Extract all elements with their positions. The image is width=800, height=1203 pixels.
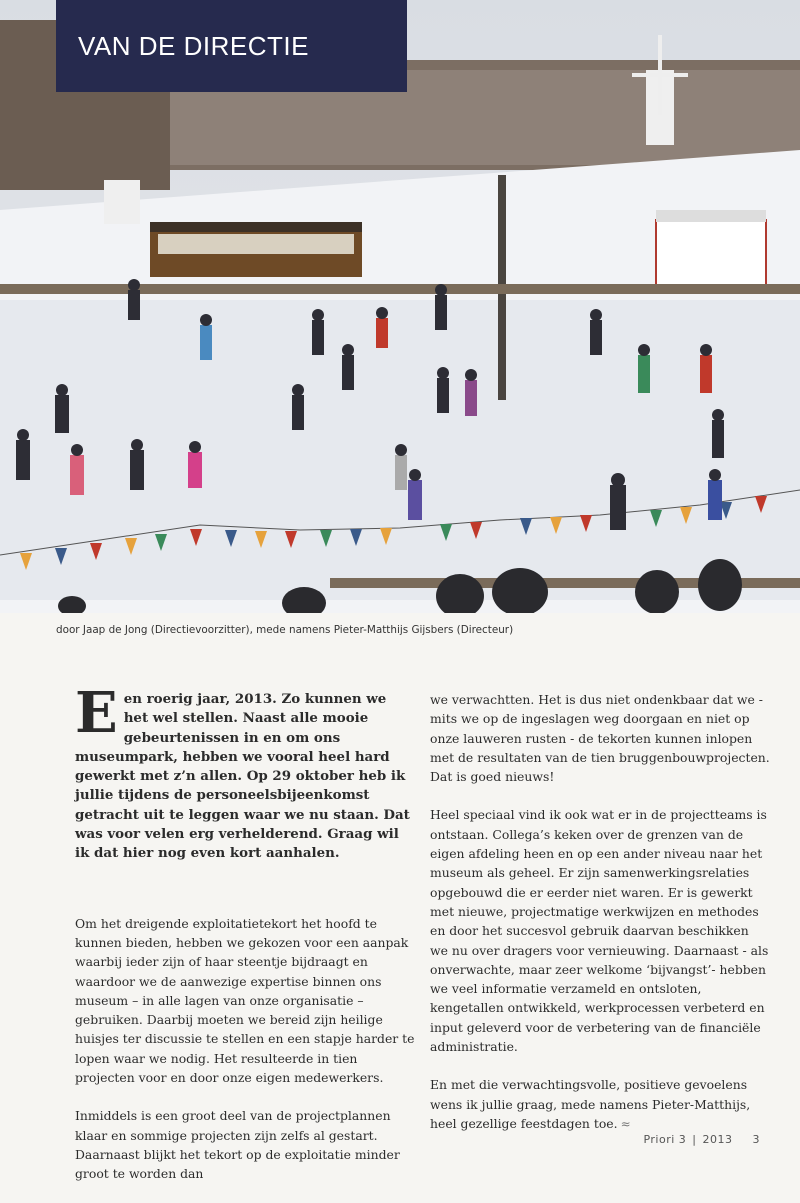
section-title: VAN DE DIRECTIE bbox=[78, 30, 309, 61]
section-title-banner bbox=[56, 0, 407, 92]
article-column-left bbox=[75, 680, 415, 1203]
body-paragraph: we verwachtten. Het is dus niet ondenkbaar dat we - mits we op de ingeslagen weg doorgaan en niet op onze lauweren rusten - de tekorten kunnen inlopen met de resultaten van de tien bruggenbouwprojecten. Dat is goed nieuws! bbox=[430, 692, 770, 785]
body-paragraph: Inmiddels is een groot deel van de projectplannen klaar en sommige projecten zijn zelfs al gestart. Daarnaast blijkt het tekort op de exploitatie minder groot te worden dan bbox=[75, 1108, 400, 1182]
drop-cap: E bbox=[75, 680, 118, 746]
body-paragraph: Heel speciaal vind ik ook wat er in de projectteams is ontstaan. Collega’s keken over de grenzen van de eigen afdeling heen en op een ander niveau naar het museum als geheel. Er zijn samenwerkingsrelaties opgebouwd die er eerder niet waren. Er is gewerkt met nieuwe, projectmatige werkwijzen en methodes en door het succesvol gebruik daarvan beschikken we nu over dragers voor vernieuwing. Daarnaast - als onverwachte, maar zeer welkome ‘bijvangst’- hebben we veel informatie verzameld en ontsloten, kengetallen ontwikkeld, werkprocessen verbeterd en input geleverd voor de verbetering van de financiële administratie. bbox=[430, 807, 769, 1055]
kiosk bbox=[656, 220, 766, 285]
lead-paragraph bbox=[75, 680, 415, 864]
issue-year: 2013 bbox=[702, 1133, 733, 1146]
closing-paragraph bbox=[430, 1075, 770, 1134]
page-number: 3 bbox=[752, 1133, 760, 1146]
magazine-name: Priori 3 bbox=[643, 1133, 687, 1146]
photo-caption: door Jaap de Jong (Directievoorzitter), mede namens Pieter-Matthijs Gijsbers (Directeur) bbox=[56, 624, 514, 636]
footer-separator: | bbox=[692, 1133, 697, 1146]
body-paragraph: Om het dreigende exploitatietekort het hoofd te kunnen bieden, hebben we gekozen voor een aanpak waarbij ieder zijn of haar steentje bijdraagt en waardoor we de aanwezige expertise binnen ons museum – in alle lagen van onze organisatie – gebruiken. Daarbij moeten we bereid zijn heilige huisjes ter discussie te stellen en een stapje harder te lopen waar we nodig. Het resulteerde in tien projecten voor en door onze eigen medewerkers. bbox=[75, 915, 415, 1086]
article-column-right bbox=[430, 690, 770, 1153]
closing-text: En met die verwachtingsvolle, positieve gevoelens wens ik jullie graag, mede namens Pieter-Matthijs, heel gezellige feestdagen toe. bbox=[430, 1077, 751, 1131]
page-footer bbox=[643, 1133, 760, 1146]
lead-text: en roerig jaar, 2013. Zo kunnen we het wel stellen. Naast alle mooie gebeurtenissen in en om ons museumpark, hebben we vooral heel hard gewerkt met z’n allen. Op 29 oktober heb ik jullie tijdens de personeelsbijeenkomst getracht uit te leggen waar we nu staan. Dat was voor velen erg verhelderend. Graag wil ik dat hier nog even kort aanhalen. bbox=[75, 691, 410, 862]
end-mark-icon: ≈ bbox=[620, 1116, 631, 1131]
